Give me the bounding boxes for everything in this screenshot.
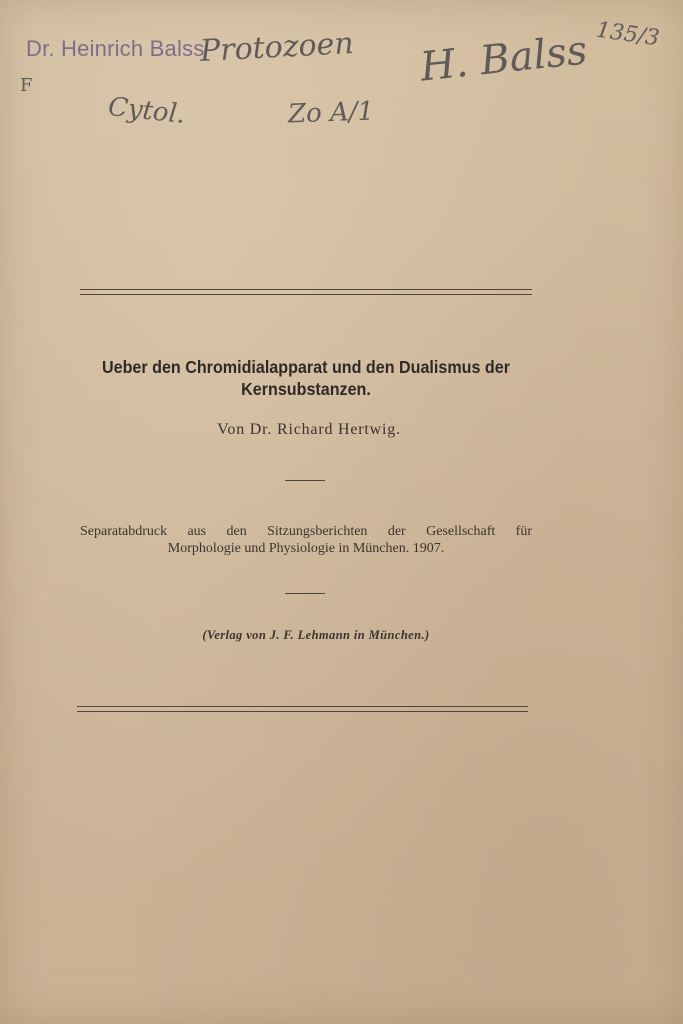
handwritten-subject: Cytol. bbox=[106, 92, 187, 130]
offprint-line-1: Separatabdruck aus den Sitzungsberichten der Gesellschaft für bbox=[80, 524, 532, 539]
handwritten-classification: Zo A/1 bbox=[287, 96, 375, 130]
document-title bbox=[89, 356, 523, 400]
handwritten-shelf-mark: 135/3 bbox=[594, 17, 661, 52]
offprint-note bbox=[80, 523, 532, 557]
title-line-1: Ueber den Chromidialapparat und den Dualismus der bbox=[102, 357, 510, 377]
handwritten-topic: Protozoen bbox=[199, 26, 355, 69]
owner-stamp: Dr. Heinrich Balss bbox=[26, 36, 205, 61]
offprint-line-2: Morphologie und Physiologie in München. 1907. bbox=[167, 541, 445, 556]
short-divider-1 bbox=[285, 480, 325, 481]
author-line: Von Dr. Richard Hertwig. bbox=[217, 421, 401, 438]
publisher-line: (Verlag von J. F. Lehmann in München.) bbox=[202, 628, 430, 642]
bottom-double-rule bbox=[77, 706, 528, 712]
handwritten-corner-mark: F bbox=[20, 75, 33, 96]
handwritten-owner-signature: H. Balss bbox=[418, 27, 590, 91]
top-double-rule bbox=[80, 289, 532, 295]
title-line-2: Kernsubstanzen. bbox=[241, 379, 371, 399]
short-divider-2 bbox=[285, 593, 325, 594]
